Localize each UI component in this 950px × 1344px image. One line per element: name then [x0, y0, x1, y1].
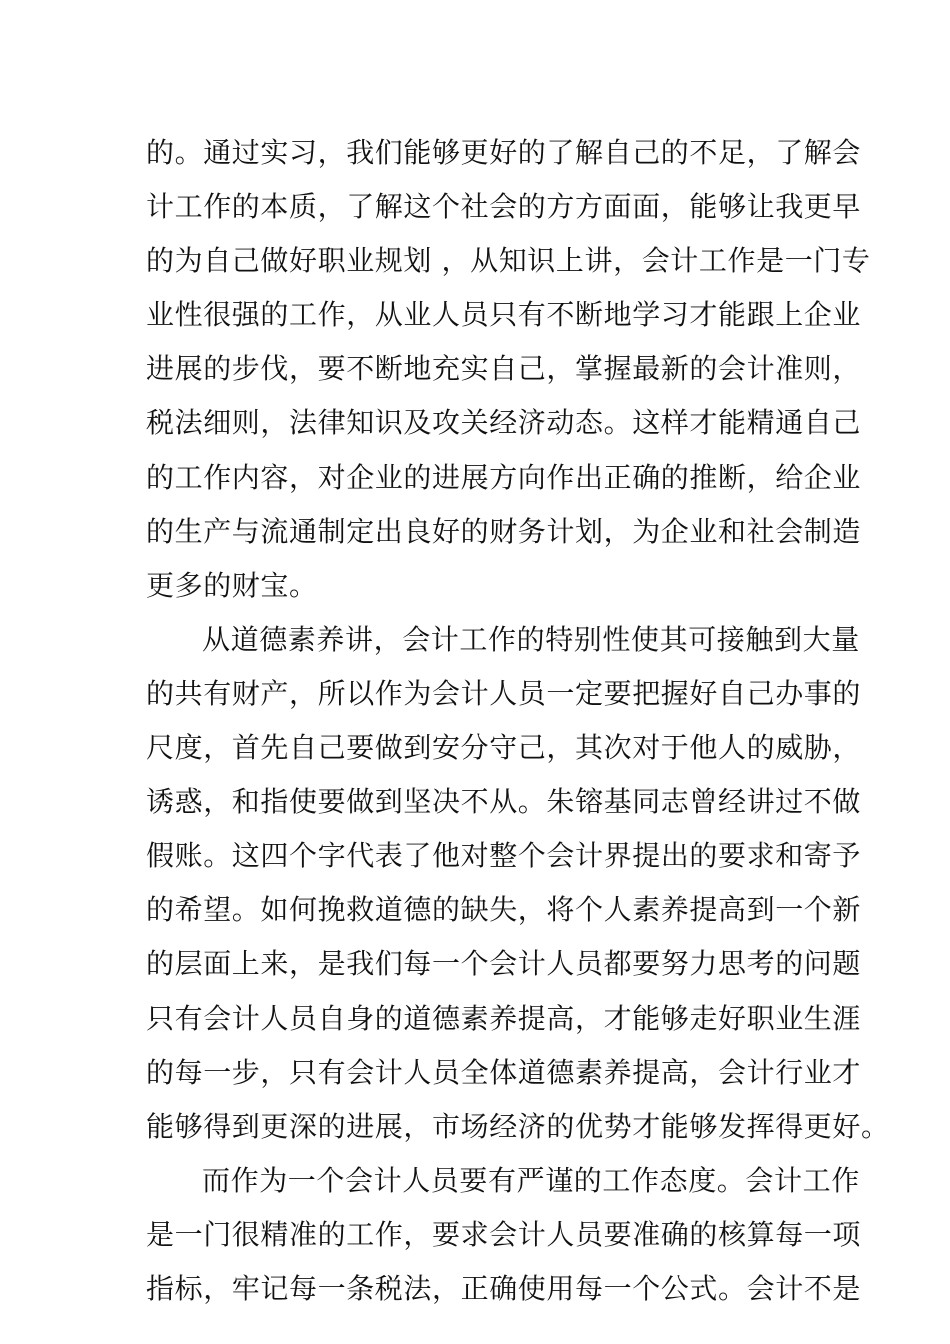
text-line: 的每一步，只有会计人员全体道德素养提高，会计行业才 — [146, 1055, 862, 1089]
text-line: 税法细则，法律知识及攻关经济动态。这样才能精通自己 — [146, 406, 862, 440]
text-line: 进展的步伐，要不断地充实自己，掌握最新的会计准则， — [146, 352, 862, 386]
text-line: 的工作内容，对企业的进展方向作出正确的推断，给企业 — [146, 460, 862, 494]
text-line: 的层面上来，是我们每一个会计人员都要努力思考的问题 — [146, 947, 862, 981]
text-line: 的共有财产，所以作为会计人员一定要把握好自己办事的 — [146, 676, 862, 710]
text-line: 的希望。如何挽救道德的缺失，将个人素养提高到一个新 — [146, 893, 862, 927]
text-line: 只有会计人员自身的道德素养提高，才能够走好职业生涯 — [146, 1001, 862, 1035]
text-line: 诱惑，和指使要做到坚决不从。朱镕基同志曾经讲过不做 — [146, 785, 862, 819]
text-line: 是一门很精准的工作，要求会计人员要准确的核算每一项 — [146, 1217, 862, 1251]
text-line: 的为自己做好职业规划 ，从知识上讲，会计工作是一门专 — [146, 244, 871, 278]
text-line: 计工作的本质，了解这个社会的方方面面，能够让我更早 — [146, 190, 862, 224]
text-line: 的生产与流通制定出良好的财务计划，为企业和社会制造 — [146, 514, 862, 548]
text-line: 能够得到更深的进展，市场经济的优势才能够发挥得更好。 — [146, 1109, 890, 1143]
text-line: 的。通过实习，我们能够更好的了解自己的不足，了解会 — [146, 136, 862, 169]
text-line: 指标，牢记每一条税法，正确使用每一个公式。会计不是 — [146, 1271, 862, 1305]
paragraph-start-line: 而作为一个会计人员要有严谨的工作态度。会计工作 — [202, 1163, 860, 1197]
text-line: 更多的财宝。 — [146, 568, 318, 602]
text-line: 尺度，首先自己要做到安分守己，其次对于他人的威胁， — [146, 731, 862, 765]
body-text — [146, 126, 890, 1316]
text-line: 业性很强的工作，从业人员只有不断地学习才能跟上企业 — [146, 298, 862, 332]
paragraph-start-line: 从道德素养讲，会计工作的特别性使其可接触到大量 — [202, 622, 860, 656]
text-line: 假账。这四个字代表了他对整个会计界提出的要求和寄予 — [146, 839, 862, 873]
